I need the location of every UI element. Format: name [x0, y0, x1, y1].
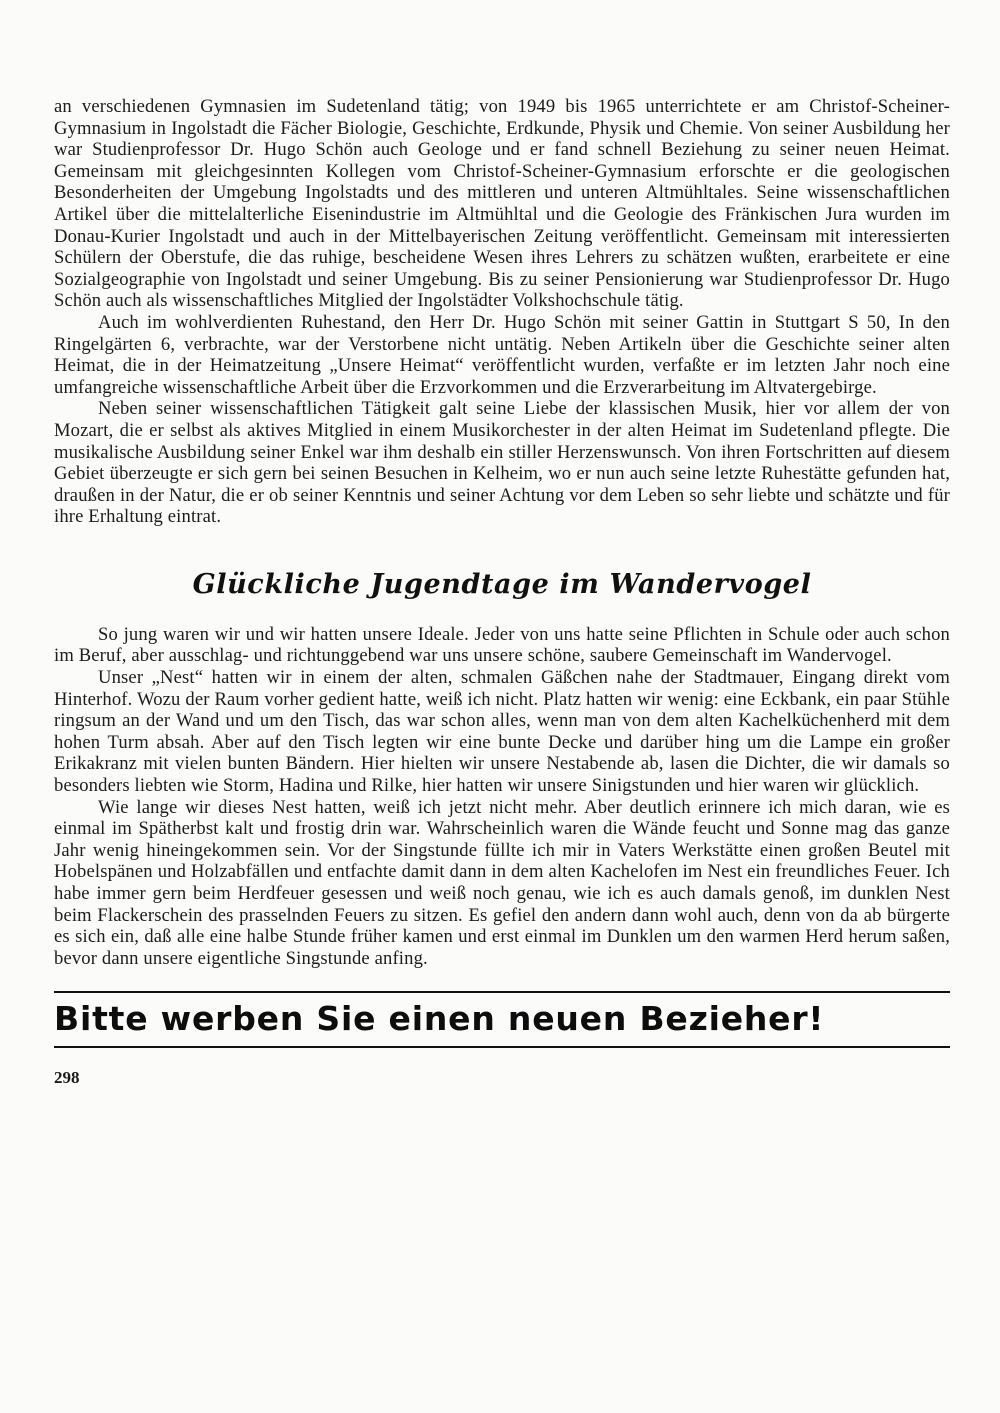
page	[54, 96, 950, 1088]
article-title: Glückliche Jugendtage im Wandervogel	[192, 568, 812, 600]
article-continuation	[54, 96, 950, 528]
article-body	[54, 624, 950, 970]
article-paragraph: Wie lange wir dieses Nest hatten, weiß ich jetzt nicht mehr. Aber deutlich erinnere ich mich daran, wie es einmal im Spätherbst kalt und frostig drin war. Wahrscheinlich waren die Wände feucht und Sonne mag das ganze Jahr wenig hineingekommen sein. Vor der Singstunde füllte ich mir in Vaters Werkstätte einen großen Beutel mit Hobelspänen und Holzabfällen und entfachte damit dann in dem alten Kachelofen im Nest ein freundliches Feuer. Ich habe immer gern beim Herdfeuer gesessen und weiß noch genau, wie ich es auch damals genoß, im dunklen Nest beim Flackerschein des prasselnden Feuers zu sitzen. Es gefiel den andern dann wohl auch, denn von da ab bürgerte es sich ein, daß alle eine halbe Stunde früher kamen und erst einmal im Dunklen um den warmen Herd herum saßen, bevor dann unsere eigentliche Singstunde anfing.	[54, 796, 950, 969]
article-paragraph: So jung waren wir und wir hatten unsere Ideale. Jeder von uns hatte seine Pflichten in Schule oder auch schon im Beruf, aber ausschlag- und richtunggebend war uns unsere schöne, saubere Gemeinschaft im Wandervogel.	[54, 623, 950, 667]
article-paragraph: Neben seiner wissenschaftlichen Tätigkeit galt seine Liebe der klassischen Musik, hier vor allem der von Mozart, die er selbst als aktives Mitglied in einem Musikorchester in der alten Heimat im Sudetenland pflegte. Die musikalische Ausbildung seiner Enkel war ihm deshalb ein stiller Herzenswunsch. Von ihren Fortschritten auf diesem Gebiet überzeugte er sich gern bei seinen Besuchen in Kelheim, wo er nun auch seine letzte Ruhestätte gefunden hat, draußen in der Natur, die er ob seiner Kenntnis und seiner Achtung vor dem Leben so sehr liebte und schätzte und für ihre Erhaltung eintrat.	[54, 398, 950, 528]
article-paragraph: an verschiedenen Gymnasien im Sudetenland tätig; von 1949 bis 1965 unterrichtete er am Christof-Scheiner-Gymnasium in Ingolstadt die Fächer Biologie, Geschichte, Erdkunde, Physik und Chemie. Von seiner Ausbildung her war Studienprofessor Dr. Hugo Schön auch Geologe und er fand schnell Beziehung zu seiner neuen Heimat. Gemeinsam mit gleichgesinnten Kollegen vom Christof-Scheiner-Gymnasium erforschte er die geologischen Besonderheiten der Umgebung Ingolstadts und des mittleren und unteren Altmühltales. Seine wissenschaftlichen Artikel über die mittelalterliche Eisenindustrie im Altmühltal und die Geologie des Fränkischen Jura wurden im Donau-Kurier Ingolstadt und auch in der Mittelbayerischen Zeitung veröffentlicht. Gemeinsam mit interessierten Schülern der Oberstufe, die das ruhige, bescheidene Wesen ihres Lehrers zu schätzen wußten, erarbeitete er eine Sozialgeographie von Ingolstadt und seiner Umgebung. Bis zu seiner Pensionierung war Studienprofessor Dr. Hugo Schön auch als wissenschaftliches Mitglied der Ingolstädter Volkshochschule tätig.	[54, 96, 950, 312]
article-paragraph: Auch im wohlverdienten Ruhestand, den Herr Dr. Hugo Schön mit seiner Gattin in Stuttgart S 50, In den Ringelgärten 6, verbrachte, war der Verstorbene nicht untätig. Neben Artikeln über die Geschichte seiner alten Heimat, die in der Heimatzeitung „Unsere Heimat“ veröffentlicht wurden, verfaßte er im letzten Jahr noch eine umfangreiche wissenschaftliche Arbeit über die Erzvorkommen und die Erzverarbeitung im Altvatergebirge.	[54, 311, 950, 398]
page-number: 298	[54, 1068, 80, 1088]
subscriber-banner: Bitte werben Sie einen neuen Bezieher!	[54, 999, 825, 1039]
banner-rule-bottom	[54, 1046, 950, 1048]
banner-rule-top	[54, 991, 950, 993]
article-paragraph: Unser „Nest“ hatten wir in einem der alten, schmalen Gäßchen nahe der Stadtmauer, Eingang direkt vom Hinterhof. Wozu der Raum vorher gedient hatte, weiß ich nicht. Platz hatten wir wenig: eine Eckbank, ein paar Stühle ringsum an der Wand und um den Tisch, das war schon alles, wenn man von dem alten Kachelküchenherd mit dem hohen Turm absah. Aber auf den Tisch legten wir eine bunte Decke und darüber hing um die Lampe ein großer Erikakranz mit vielen bunten Bändern. Hier hielten wir unsere Nestabende ab, lasen die Dichter, die wir damals so besonders liebten wie Storm, Hadina und Rilke, hier hatten wir unsere Sinigstunden und hier waren wir glücklich.	[54, 667, 950, 797]
